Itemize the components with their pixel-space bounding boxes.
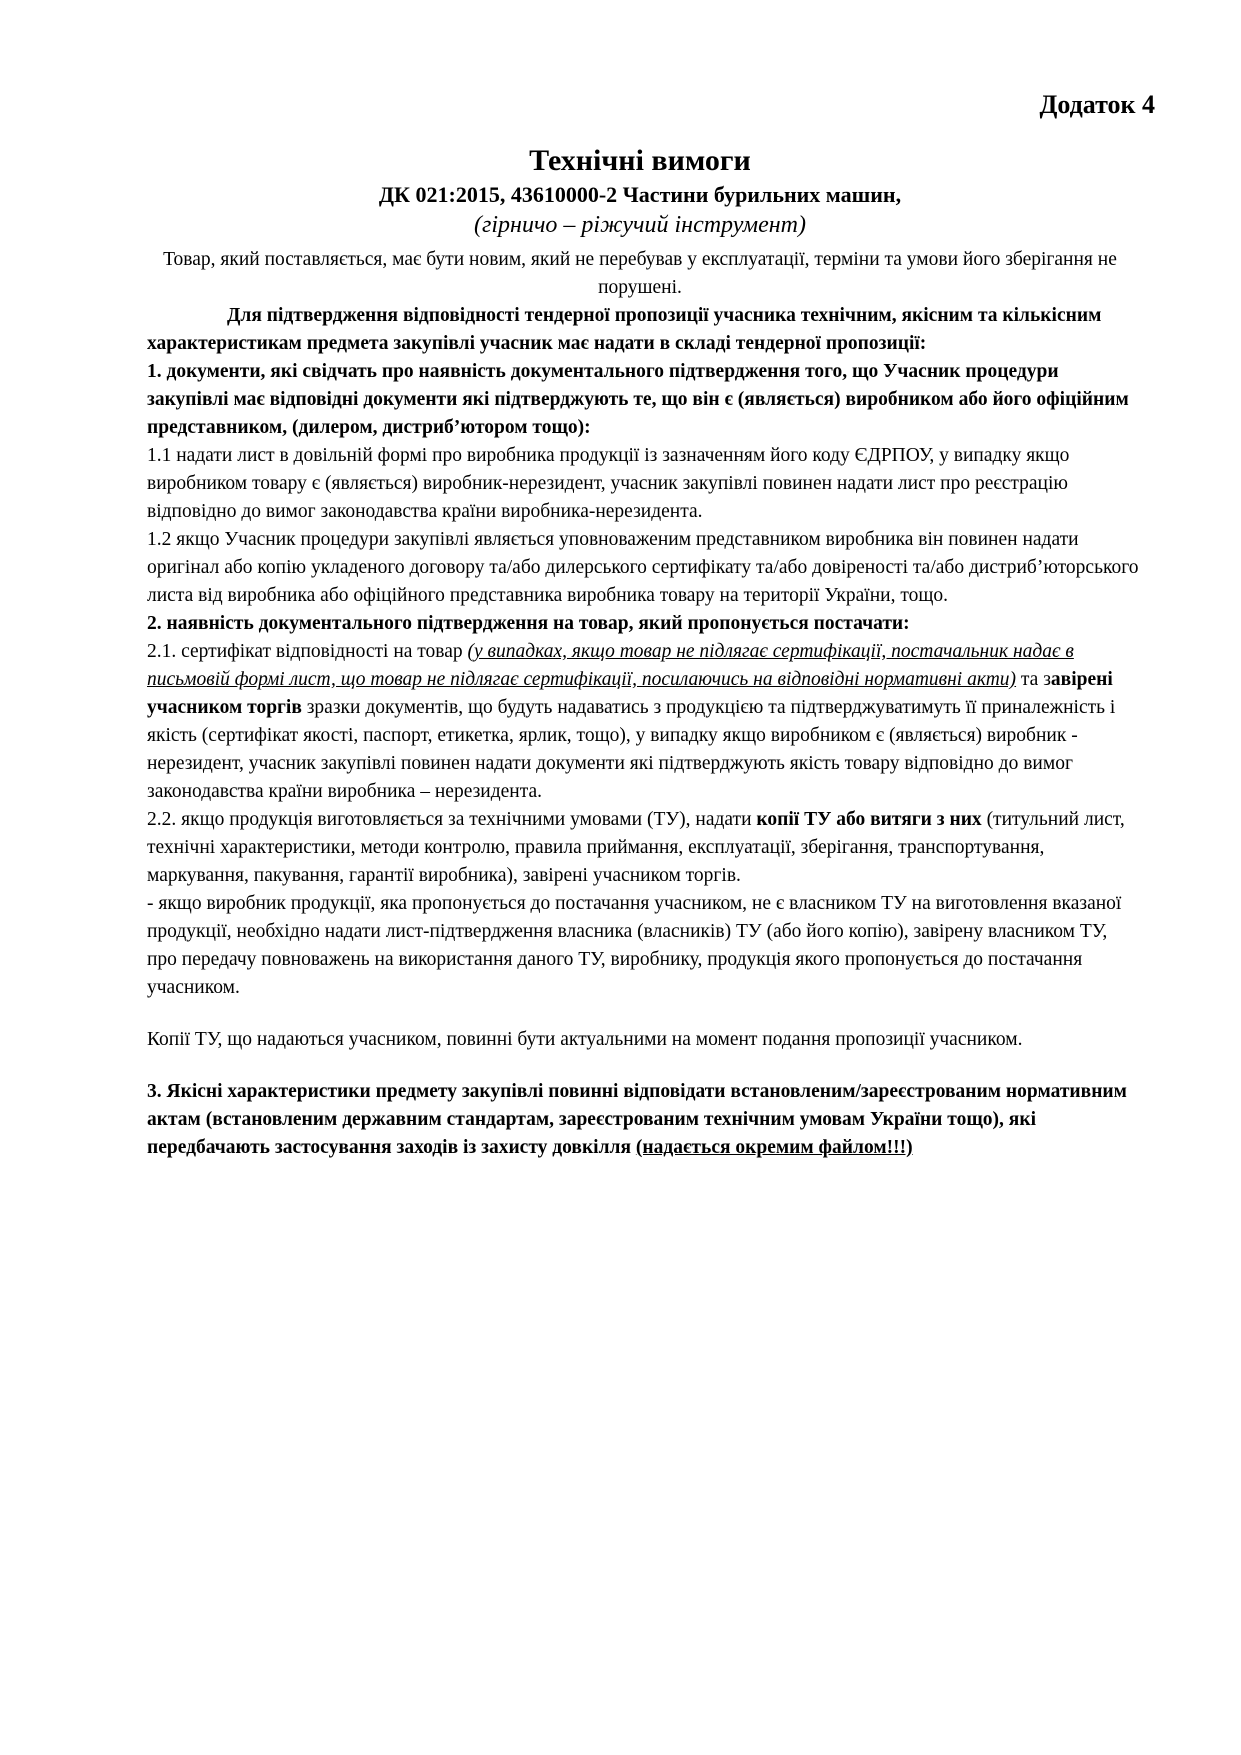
section-2-1-bold: авірені учасником торгів [147,669,1113,718]
section-2-1-rest: зразки документів, що будуть надаватись з продукцією та підтверджуватимуть її приналежність і якість (сертифікат якості, паспорт, етикетка, ярлик, тощо), у випадку якщо виробником є (являється) виробник - нерезидент, учасник закупівлі повинен надати документи які підтверджують якість товару відповідно до вимог законодавства країни виробника – нерезидента. [147,697,1116,802]
section-1-2: 1.2 якщо Учасник процедури закупівлі являється уповноваженим представником виробника він повинен надати оригінал або копію укладеного договору та/або дилерського сертифікату та/або довіреності та/або дистриб’юторського листа від виробника або офіційного представника виробника товару на території України, тощо. [147,529,1139,606]
section-3-note: (надається окремим файлом!!!) [635,1137,913,1158]
document-title: Технічні вимоги [529,144,751,177]
section-1-heading: 1. документи, які свідчать про наявність документального підтвердження того, що Учасник процедури закупівлі має відповідні документи які підтверджують те, що він є (являється) виробником або його офіційним представником, (дилером, дистриб’ютором тощо): [147,361,1129,438]
spacer [147,1054,1142,1078]
annex-label: Додаток 4 [1039,90,1155,119]
section-2-2-rest: (титульний лист, технічні характеристики, методи контролю, правила приймання, експлуатації, зберігання, транспортування, маркування, пакування, гарантії виробника), завірені учасником торгів. [147,809,1125,886]
document-subtitle: ДК 021:2015, 43610000-2 Частини бурильних машин, [378,182,902,207]
section-2-1-note: (у випадках, якщо товар не підлягає сертифікації, постачальник надає в письмовій формі лист, що товар не підлягає сертифікації, посилаючись на відповідні нормативні акти) [147,641,1074,690]
spacer [147,1002,1142,1026]
section-2-4: Копії ТУ, що надаються учасником, повинні бути актуальними на момент подання пропозиції учасником. [147,1029,1023,1050]
section-2-1-text: 2.1. сертифікат відповідності на товар [147,641,468,662]
intro-paragraph: Товар, який поставляється, має бути новим, який не перебував у експлуатації, терміни та умови його зберігання не порушені. [163,249,1117,298]
document-subtitle-italic: (гірничо – ріжучий інструмент) [474,212,806,238]
section-1-1: 1.1 надати лист в довільній формі про виробника продукції із зазначенням його коду ЄДРПОУ, у випадку якщо виробником товару є (являється) виробник-нерезидент, учасник закупівлі повинен надати лист про реєстрацію відповідно до вимог законодавства країни виробника-нерезидента. [147,445,1070,522]
body-section-1 [147,302,1142,1162]
section-2-1-connector: та з [1016,669,1051,690]
section-2-1 [147,638,1142,806]
lead-paragraph: Для підтвердження відповідності тендерної пропозиції учасника технічним, якісним та кількісним характеристикам предмета закупівлі учасник має надати в складі тендерної пропозиції: [147,305,1102,354]
section-3-text: 3. Якісні характеристики предмету закупівлі повинні відповідати встановленим/зареєстрованим нормативним актам (встановленим державним стандартам, зареєстрованим технічним умовам України тощо), які передбачають застосування заходів із захисту довкілля [147,1081,1127,1158]
section-2-3: - якщо виробник продукції, яка пропонується до постачання учасником, не є власником ТУ на виготовлення вказаної продукції, необхідно надати лист-підтвердження власника (власників) ТУ (або його копію), завірену власником ТУ, про передачу повноважень на використання даного ТУ, виробнику, продукція якого пропонується до постачання учасником. [147,893,1122,998]
section-2-2 [147,806,1142,890]
section-2-heading: 2. наявність документального підтвердження на товар, який пропонується постачати: [147,613,910,634]
section-2-2-text: 2.2. якщо продукція виготовляється за технічними умовами (ТУ), надати [147,809,757,830]
section-3 [147,1078,1142,1162]
section-2-2-bold: копії ТУ або витяги з них [756,809,982,830]
